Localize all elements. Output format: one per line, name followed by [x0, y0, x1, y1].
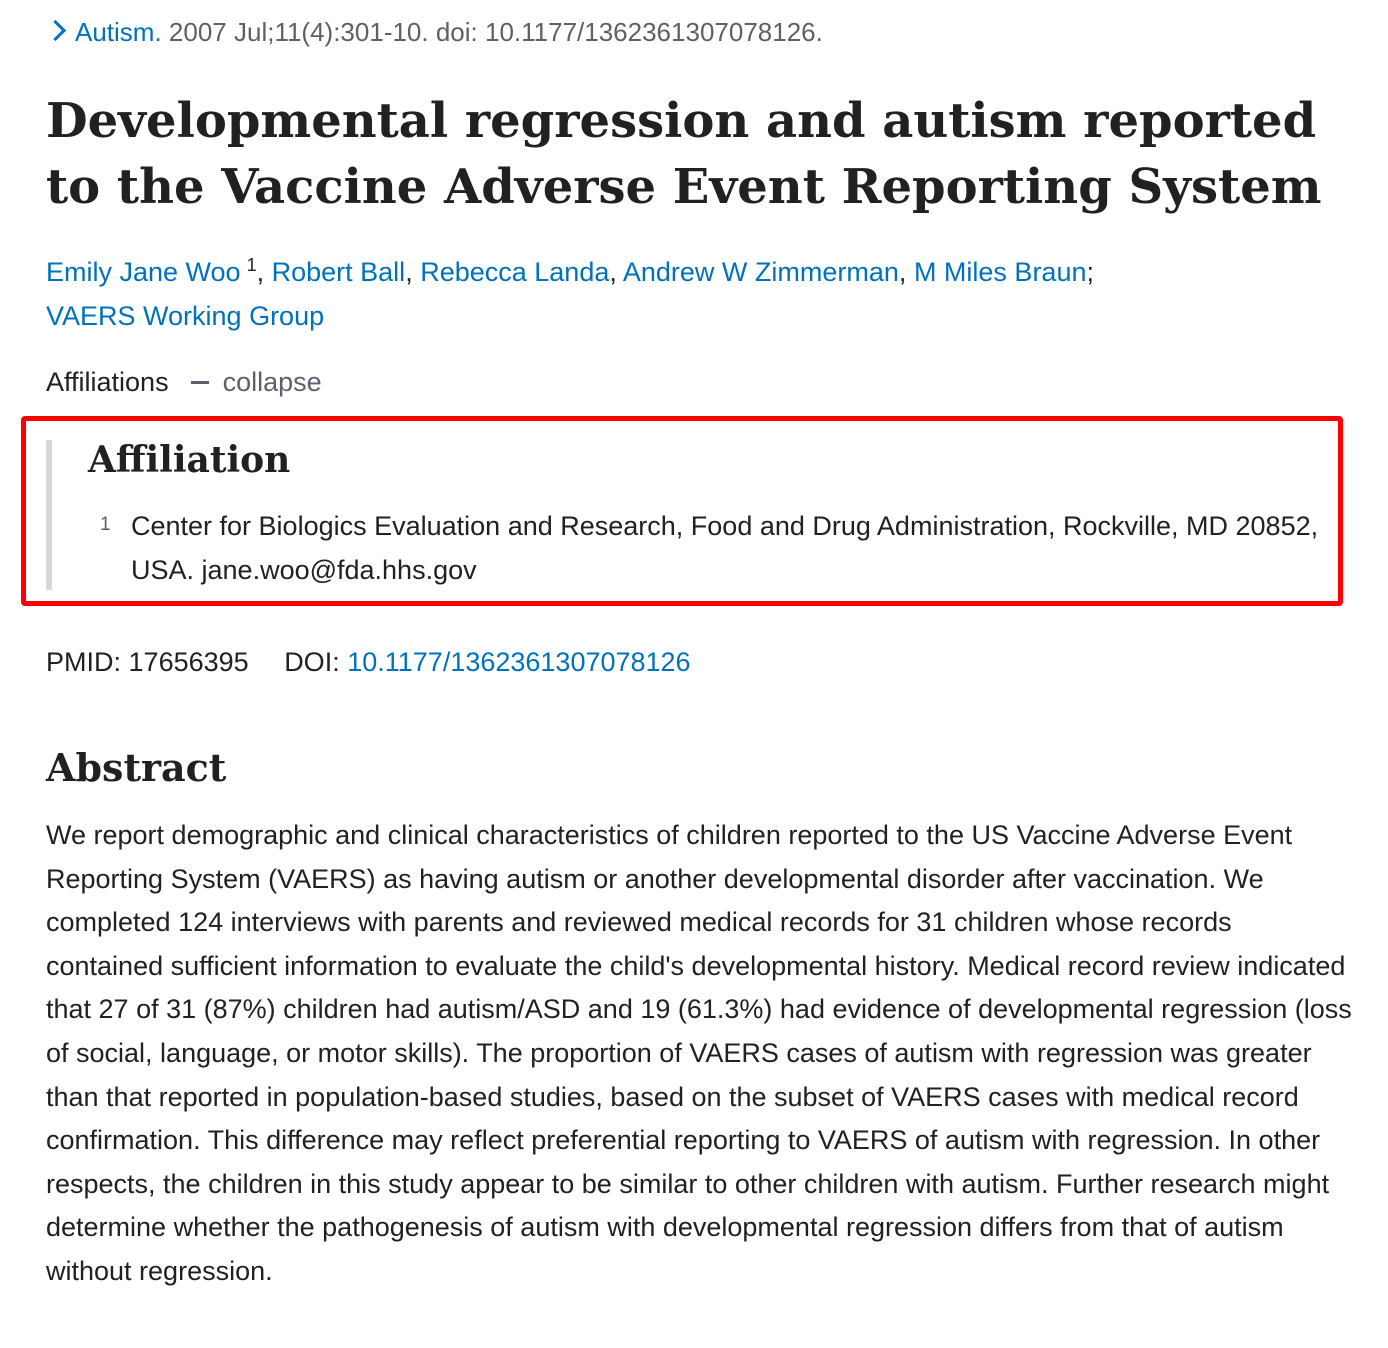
minus-icon — [191, 381, 209, 384]
chevron-right-icon[interactable] — [45, 20, 66, 41]
citation-details: 2007 Jul;11(4):301-10. doi: 10.1177/1362361307078126. — [168, 17, 823, 47]
identifiers — [46, 644, 691, 680]
author-link[interactable]: Robert Ball — [271, 257, 406, 287]
affiliation-number: 1 — [100, 514, 111, 535]
author-link[interactable]: Andrew W Zimmerman — [622, 257, 899, 287]
affiliations-toggle[interactable] — [46, 364, 322, 400]
affiliation-ref[interactable]: 1 — [246, 255, 257, 275]
abstract-heading: Abstract — [46, 745, 227, 790]
affiliation-text: Center for Biologics Evaluation and Research, Food and Drug Administration, Rockville, MD 20852, USA. jane.woo@fda.hhs.gov — [131, 511, 1319, 585]
citation-line — [46, 14, 823, 50]
journal-link[interactable]: Autism. — [75, 17, 162, 47]
author-link[interactable]: Emily Jane Woo — [46, 257, 241, 287]
article-title: Developmental regression and autism reported to the Vaccine Adverse Event Reporting System — [46, 93, 1322, 215]
author-list: Emily Jane Woo $^1$, Robert Ball, Rebecca Landa, Andrew W Zimmerman, M Miles Braun; VAERS Working Group — [46, 255, 1094, 331]
group-author-link[interactable]: VAERS Working Group — [46, 301, 325, 331]
abstract-text: We report demographic and clinical characteristics of children reported to the US Vaccine Adverse Event Reporting System (VAERS) as having autism or another developmental disorder after vaccination. We completed 124 interviews with parents and reviewed medical records for 31 children whose records contained sufficient information to evaluate the child's developmental history. Medical record review indicated that 27 of 31 (87%) children had autism/ASD and 19 (61.3%) had evidence of developmental regression (loss of social, language, or motor skills). The proportion of VAERS cases of autism with regression was greater than that reported in population-based studies, based on the subset of VAERS cases with medical record confirmation. This difference may reflect preferential reporting to VAERS of autism with regression. In other respects, the children in this study appear to be similar to other children with autism. Further research might determine whether the pathogenesis of autism with developmental regression differs from that of autism without regression. — [46, 820, 1352, 1286]
pmid-value: 17656395 — [128, 647, 249, 677]
author-link[interactable]: M Miles Braun — [913, 257, 1087, 287]
affiliation-heading: Affiliation — [88, 439, 291, 481]
doi-label: DOI: — [284, 647, 340, 677]
collapse-button[interactable]: collapse — [222, 367, 322, 397]
pmid-label: PMID: — [46, 647, 122, 677]
affiliation-section — [46, 440, 1342, 590]
affiliations-label: Affiliations — [46, 367, 169, 397]
doi-link[interactable]: 10.1177/1362361307078126 — [347, 647, 691, 677]
author-link[interactable]: Rebecca Landa — [420, 257, 610, 287]
